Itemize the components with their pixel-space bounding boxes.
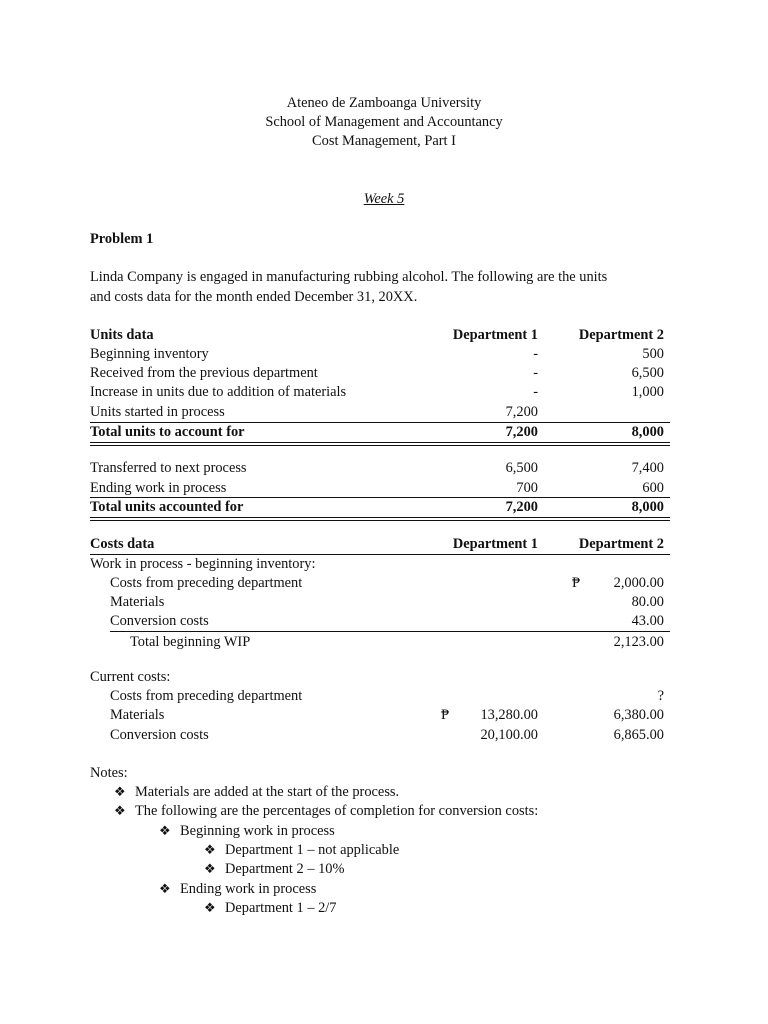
intro-line-2: and costs data for the month ended December 31, 20XX. (90, 289, 418, 305)
row-dept1-value: 13,280.00 (480, 707, 538, 723)
row-label: Materials (110, 707, 165, 723)
note-text: The following are the percentages of completion for conversion costs: (135, 803, 539, 819)
row-dept1-value: 20,100.00 (480, 727, 538, 743)
intro-line-1: Linda Company is engaged in manufacturing rubbing alcohol. The following are the units (90, 269, 608, 285)
table-row (0, 613, 768, 633)
note-text: Department 1 – not applicable (225, 842, 400, 858)
table-row (0, 688, 768, 708)
row-dept2-value: ? (657, 688, 664, 704)
units-col-dept2: Department 2 (578, 327, 664, 343)
total-label: Total units to account for (90, 424, 245, 440)
course-name: Cost Management, Part I (312, 133, 456, 149)
table-row (0, 727, 768, 747)
divider (90, 497, 670, 498)
table-row (0, 575, 768, 595)
total-row (0, 634, 768, 654)
row-label: Transferred to next process (90, 460, 247, 476)
row-label: Costs from preceding department (110, 688, 303, 704)
table-row (0, 707, 768, 727)
costs-table-header (0, 536, 768, 556)
row-dept1-value: 6,500 (505, 460, 538, 476)
university-name: Ateneo de Zamboanga University (286, 95, 482, 111)
double-divider (90, 517, 670, 521)
double-divider (90, 442, 670, 446)
row-dept2-value: 6,500 (631, 365, 664, 381)
row-label: Conversion costs (110, 613, 209, 629)
table-row (0, 594, 768, 614)
note-text: Department 2 – 10% (225, 861, 345, 877)
row-dept2-value: 600 (642, 480, 664, 496)
total-row (0, 424, 768, 444)
row-label: Materials (110, 594, 165, 610)
note-text: Ending work in process (180, 881, 317, 897)
bullet-icon: ❖ (204, 843, 216, 858)
note-text: Materials are added at the start of the process. (135, 784, 400, 800)
row-label: Increase in units due to addition of materials (90, 384, 347, 400)
table-row (0, 404, 768, 424)
notes-title: Notes: (90, 765, 128, 781)
row-dept2-value: 1,000 (631, 384, 664, 400)
peso-sign: ₱ (572, 575, 581, 591)
current-label-row (0, 669, 768, 689)
divider (90, 422, 670, 423)
table-row (0, 365, 768, 385)
units-heading: Units data (90, 327, 154, 343)
row-label: Units started in process (90, 404, 225, 420)
table-row (0, 346, 768, 366)
problem-title: Problem 1 (90, 231, 154, 247)
row-label: Beginning inventory (90, 346, 209, 362)
total-dept2-value: 8,000 (631, 499, 664, 515)
divider (90, 554, 670, 555)
row-dept2-value: 7,400 (631, 460, 664, 476)
row-dept1-value: - (533, 384, 538, 400)
bullet-icon: ❖ (114, 804, 126, 819)
total-dept2-value: 2,123.00 (613, 634, 664, 650)
row-dept2-value: 2,000.00 (613, 575, 664, 591)
bullet-icon: ❖ (114, 785, 126, 800)
row-label: Conversion costs (110, 727, 209, 743)
total-dept1-value: 7,200 (505, 499, 538, 515)
total-row (0, 499, 768, 519)
costs-col-dept2: Department 2 (578, 536, 664, 552)
note-text: Beginning work in process (180, 823, 335, 839)
row-dept1-value: - (533, 346, 538, 362)
table-row (0, 384, 768, 404)
note-text: Department 1 – 2/7 (225, 900, 337, 916)
total-label: Total beginning WIP (130, 634, 251, 650)
row-dept2-value: 500 (642, 346, 664, 362)
week-title: Week 5 (363, 191, 405, 207)
peso-sign: ₱ (441, 707, 450, 723)
row-label: Received from the previous department (90, 365, 318, 381)
divider (110, 631, 670, 632)
table-row (0, 460, 768, 480)
total-dept1-value: 7,200 (505, 424, 538, 440)
row-label: Ending work in process (90, 480, 227, 496)
total-label: Total units accounted for (90, 499, 244, 515)
current-costs-label: Current costs: (90, 669, 171, 685)
row-dept1-value: - (533, 365, 538, 381)
bullet-icon: ❖ (204, 901, 216, 916)
units-col-dept1: Department 1 (452, 327, 538, 343)
costs-heading: Costs data (90, 536, 155, 552)
units-table-header (0, 327, 768, 347)
school-name: School of Management and Accountancy (265, 114, 503, 130)
bullet-icon: ❖ (159, 882, 171, 897)
row-dept2-value: 43.00 (631, 613, 664, 629)
row-dept1-value: 7,200 (505, 404, 538, 420)
bullet-icon: ❖ (159, 824, 171, 839)
wip-label: Work in process - beginning inventory: (90, 556, 316, 572)
row-label: Costs from preceding department (110, 575, 303, 591)
bullet-icon: ❖ (204, 862, 216, 877)
total-dept2-value: 8,000 (631, 424, 664, 440)
row-dept1-value: 700 (516, 480, 538, 496)
costs-col-dept1: Department 1 (452, 536, 538, 552)
wip-label-row (0, 556, 768, 576)
row-dept2-value: 6,865.00 (613, 727, 664, 743)
row-dept2-value: 80.00 (631, 594, 664, 610)
row-dept2-value: 6,380.00 (613, 707, 664, 723)
